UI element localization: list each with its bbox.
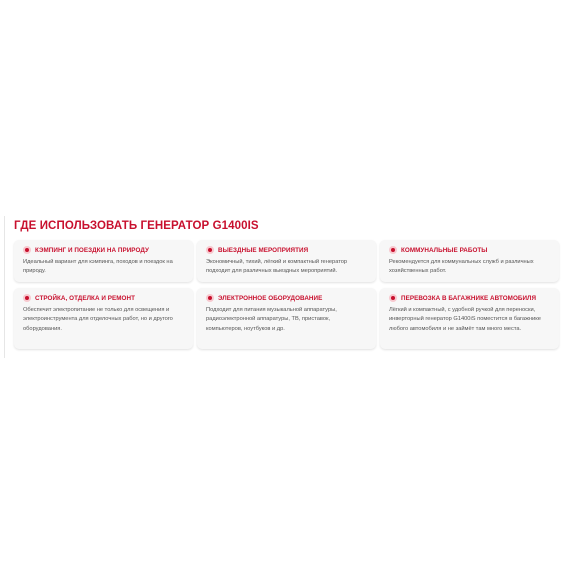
bullet-icon: [389, 246, 397, 254]
card-title: КЭМПИНГ И ПОЕЗДКИ НА ПРИРОДУ: [35, 246, 149, 254]
usage-card-car-transport: [380, 288, 559, 349]
card-header: [206, 293, 368, 303]
usage-card-construction: [14, 288, 193, 349]
bullet-icon: [206, 246, 214, 254]
left-divider: [4, 216, 5, 358]
card-header: [23, 245, 185, 255]
card-header: [389, 245, 551, 255]
card-description: Идеальный вариант для кэмпинга, походов и поездок на природу.: [23, 259, 173, 275]
card-description: Обеспечит электропитание не только для освещения и электроинструмента для отделочных работ, но и другого оборудования.: [23, 307, 173, 332]
card-header: [389, 293, 551, 303]
bullet-icon: [23, 294, 31, 302]
card-title: СТРОЙКА, ОТДЕЛКА И РЕМОНТ: [35, 294, 135, 302]
usage-card-utilities: [380, 240, 559, 282]
card-title: ВЫЕЗДНЫЕ МЕРОПРИЯТИЯ: [218, 246, 309, 254]
card-title: КОММУНАЛЬНЫЕ РАБОТЫ: [401, 246, 488, 254]
section-title: ГДЕ ИСПОЛЬЗОВАТЬ ГЕНЕРАТОР G1400IS: [14, 220, 259, 232]
card-header: [206, 245, 368, 255]
card-title: ЭЛЕКТРОННОЕ ОБОРУДОВАНИЕ: [218, 294, 323, 302]
usage-card-camping: [14, 240, 193, 282]
usage-card-events: [197, 240, 376, 282]
usage-card-electronics: [197, 288, 376, 349]
card-header: [23, 293, 185, 303]
bullet-icon: [389, 294, 397, 302]
bullet-icon: [23, 246, 31, 254]
bullet-icon: [206, 294, 214, 302]
card-description: Рекомендуется для коммунальных служб и различных хозяйственных работ.: [389, 259, 534, 275]
card-title: ПЕРЕВОЗКА В БАГАЖНИКЕ АВТОМОБИЛЯ: [401, 294, 537, 302]
card-description: Подходит для питания музыкальной аппаратуры, радиоэлектронной аппаратуры, ТВ, приставок, компьютеров, ноутбуков и др.: [206, 307, 337, 332]
usage-cards-grid: [14, 240, 559, 349]
card-description: Лёгкий и компактный, с удобной ручкой для переноски, инверторный генератор G1400iS поместится в багажнике любого автомобиля и не займёт там много места.: [389, 307, 541, 332]
card-description: Экономичный, тихий, лёгкий и компактный генератор подходит для различных выездных мероприятий.: [206, 259, 348, 275]
